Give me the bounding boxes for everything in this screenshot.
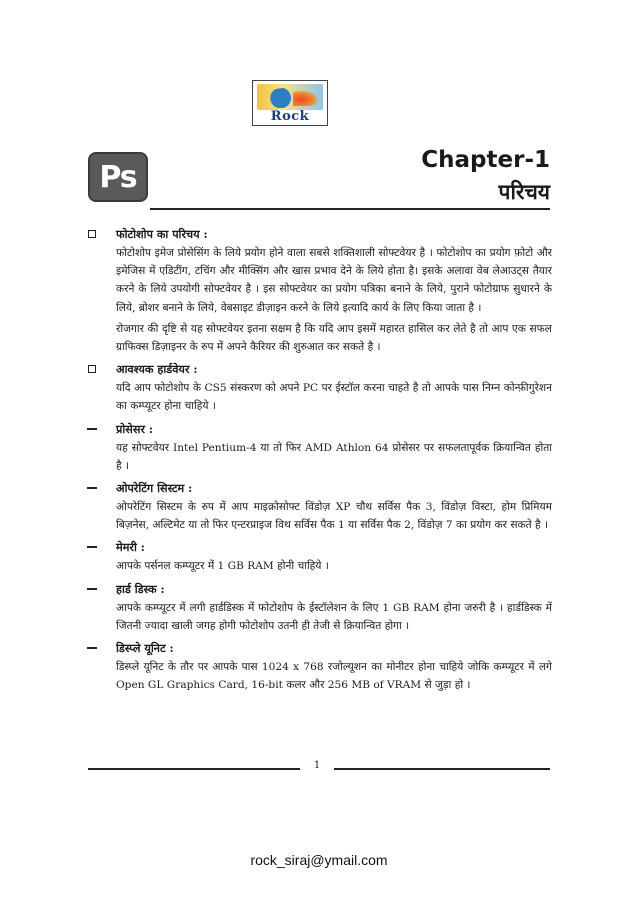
footer-divider-right [334, 768, 550, 770]
footer-divider-left [88, 768, 300, 770]
chapter-divider [150, 208, 550, 210]
paragraph: यह सोफ्टवेयर Intel Pentium-4 या तो फिर AMD Athlon 64 प्रोसेसर पर सफलतापूर्वक क्रियान्वित होता है । [116, 441, 552, 472]
page-number: 1 [313, 760, 321, 771]
paragraph: ओपरेटिंग सिस्टम के रुप में आप माइक्रोसोफ्ट विंडोज़ XP चौथ सर्विस पैक 3, विंडोज़ विस्टा, होम प्रिमियम बिज़नेस, अल्टिमेट या तो फिर एन्टरप्राइज विथ सर्विस पैक 1 या सर्विस पैक 2, विंडोज़ 7 का प्रयोग कर सकते है । [116, 501, 552, 532]
dash-bullet-icon [86, 537, 100, 557]
heading-text: आवश्यक हार्डवेयर : [116, 362, 198, 377]
rock-logo [252, 80, 328, 126]
author-email: rock_siraj@ymail.com [250, 852, 388, 868]
dash-bullet-icon [86, 638, 100, 658]
section-heading [86, 478, 552, 498]
section-heading [86, 638, 552, 658]
photoshop-icon: Ps [88, 152, 148, 202]
logo-artwork [257, 84, 323, 110]
flame-icon [293, 90, 319, 106]
dash-bullet-icon [86, 579, 100, 599]
heading-text: प्रोसेसर : [116, 421, 153, 436]
checkbox-bullet-icon [86, 359, 100, 379]
heading-text: मेमरी : [116, 540, 145, 555]
section-heading [86, 537, 552, 557]
dash-bullet-icon [86, 478, 100, 498]
heading-text: फोटोशोप का परिचय : [116, 227, 208, 241]
paragraph: फोटोशोप इमेज प्रोसेसिंग के लिये प्रयोग होने वाला सबसे शक्तिशाली सोफ्टवेयर है । फोटोशोप का प्रयोग फ़ोटो और इमेजिस में एडिटींग, टचिंग और मीक्सिंग और खास प्रभाव देने के लिये होता है। इसके अलावा वेब लेआउट्स तैयार करने के लिये उपयोगी सोफ्टवेयर है । इस सोफ्टवेयर का प्रयोग पत्रिका बनाने के लिये, पुराने फोटोग्राफ सुधारने के लिये, ब्रोशर बनाने के लिये, वेबसाइट डीज़ाइन करने के लिये इत्यादि कार्य के लिए किया जाता है । [116, 247, 552, 314]
chapter-subtitle: परिचय [498, 180, 550, 204]
section-heading [86, 224, 552, 244]
heading-text: ओपरेटिंग सिस्टम : [116, 481, 193, 496]
paragraph: आपके पर्सनल कम्प्यूटर में 1 GB RAM होनी चाहिये । [116, 560, 329, 573]
chapter-title: Chapter-1 [421, 147, 550, 173]
paragraph: यदि आप फोटोशोप के CS5 संस्करण को अपने PC पर ईस्टॉल करना चाहते है तो आपके पास निम्न कोन्फ़ीगुरेशन का कम्प्यूटर होना चाहिये । [116, 382, 552, 413]
paragraph: रोजगार की दृष्टि से यह सोफ्टवेयर इतना सक्षम है कि यदि आप इसमें महारत हासिल कर लेते है तो आप एक सफल ग्राफिक्स डिज़ाइनर के रुप में अपने कैरियर की शुरुआत कर सकते है । [116, 322, 552, 354]
logo-text: Rock [270, 109, 310, 124]
checkbox-bullet-icon [86, 224, 100, 244]
section-heading [86, 579, 552, 599]
heading-text: हार्ड डिस्क : [116, 581, 165, 596]
chapter-content [86, 222, 552, 697]
section-heading [86, 359, 552, 379]
paragraph: डिस्प्ले यूनिट के तौर पर आपके पास 1024 x 768 रजोल्यूशन का मोनीटर होना चाहिये जोकि कम्प्यूटर में लगे Open GL Graphics Card, 16-bit कलर और 256 MB of VRAM से जुड़ा हो । [116, 661, 552, 692]
dash-bullet-icon [86, 419, 100, 439]
paragraph: आपके कम्प्यूटर में लगी हार्डडिस्क में फोटोशोप के ईस्टॉलेशन के लिए 1 GB RAM होना जरुरी है । हार्डडिस्क में जितनी ज्यादा खाली जगह होगी फोटोशोप उतनी ही तेजी से क्रियान्वित होगा । [116, 601, 552, 632]
section-heading [86, 419, 552, 439]
heading-text: डिस्प्ले यूनिट : [116, 641, 174, 656]
